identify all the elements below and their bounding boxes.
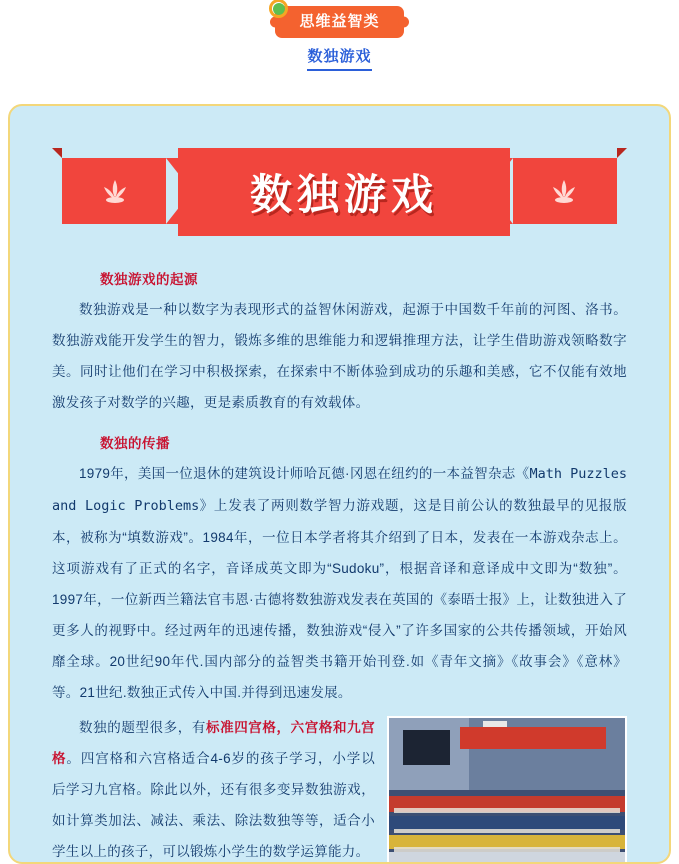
- article-card: [8, 104, 671, 864]
- section-paragraph-origin: 数独游戏是一种以数字为表现形式的益智休闲游戏，起源于中国数千年前的河图、洛书。数独游戏能开发学生的智力，锻炼多维的思维能力和逻辑推理方法，让学生借助游戏领略数字美。同时让他们在学习中积极探索，在探索中不断体验到成功的乐趣和美感，它不仅能有效地激发孩子对数学的兴趣，更是素质教育的有效载体。: [52, 302, 627, 410]
- photo-red-banner: [460, 727, 606, 749]
- banner-title: 数独游戏: [249, 170, 438, 219]
- page-title: 数独游戏: [307, 45, 371, 71]
- classroom-photo: [387, 716, 627, 864]
- lotus-flower-left-icon: [100, 178, 130, 204]
- spread-text-mono: Math Puzzles and Logic Problems: [52, 466, 627, 514]
- banner-center-block: [178, 148, 510, 236]
- spread-text-b: 》上发表了两则数学智力游戏题，这是目前公认的数独最早的见报版本，被称为“填数游戏”。1984年，一位日本学者将其介绍到了日本，发表在一本游戏杂志上。这项游戏有了正式的名字，音译成英文即为“Sudoku”，根据音译和意译成中文即为“数独”。1997年，一位新西兰籍法官韦恩·古德将数独游戏发表在英国的《泰晤士报》上，让数独进入了更多人的视野中。经过两年的迅速传播，数独游戏“侵入”了许多国家的公共传播领域，开始风靡全球。20世纪90年代.国内部分的益智类书籍开始刊登.如《青年文摘》《故事会》《意林》等。21世纪.数独正式传入中国.并得到迅速发展。: [52, 498, 627, 700]
- photo-row-front: [389, 852, 625, 864]
- section-paragraph-spread: [52, 458, 627, 708]
- spread-text-a: 1979年，美国一位退休的建筑设计师哈瓦德·冈恩在纽约的一本益智杂志《: [79, 466, 530, 481]
- section-heading-spread: 数独的传播: [100, 436, 170, 451]
- article-body: [10, 240, 669, 864]
- final-highlight: 标准四宫格，六宫格和九宫格: [52, 720, 375, 766]
- category-tag-label: 思维益智类: [275, 6, 403, 38]
- final-block: [52, 712, 627, 864]
- photo-light: [483, 721, 507, 727]
- category-tag: [275, 10, 403, 31]
- final-text-b: 。四宫格和六宫格适合4-6岁的孩子学习，小学以后学习九宫格。除此以外，还有很多变异数独游戏，如计算类加法、减法、乘法、除法数独等等，适合小学生以上的孩子，可以锻炼小学生的数学运算能力。: [52, 751, 375, 859]
- section-heading-origin: 数独游戏的起源: [100, 272, 198, 287]
- final-text-a: 数独的题型很多，有: [79, 720, 206, 735]
- photo-screen: [403, 730, 450, 764]
- photo-desk-1: [394, 808, 621, 813]
- article-banner: [62, 148, 617, 240]
- photo-desk-2: [394, 829, 621, 834]
- lotus-flower-right-icon: [549, 178, 579, 204]
- page-header: [0, 0, 679, 83]
